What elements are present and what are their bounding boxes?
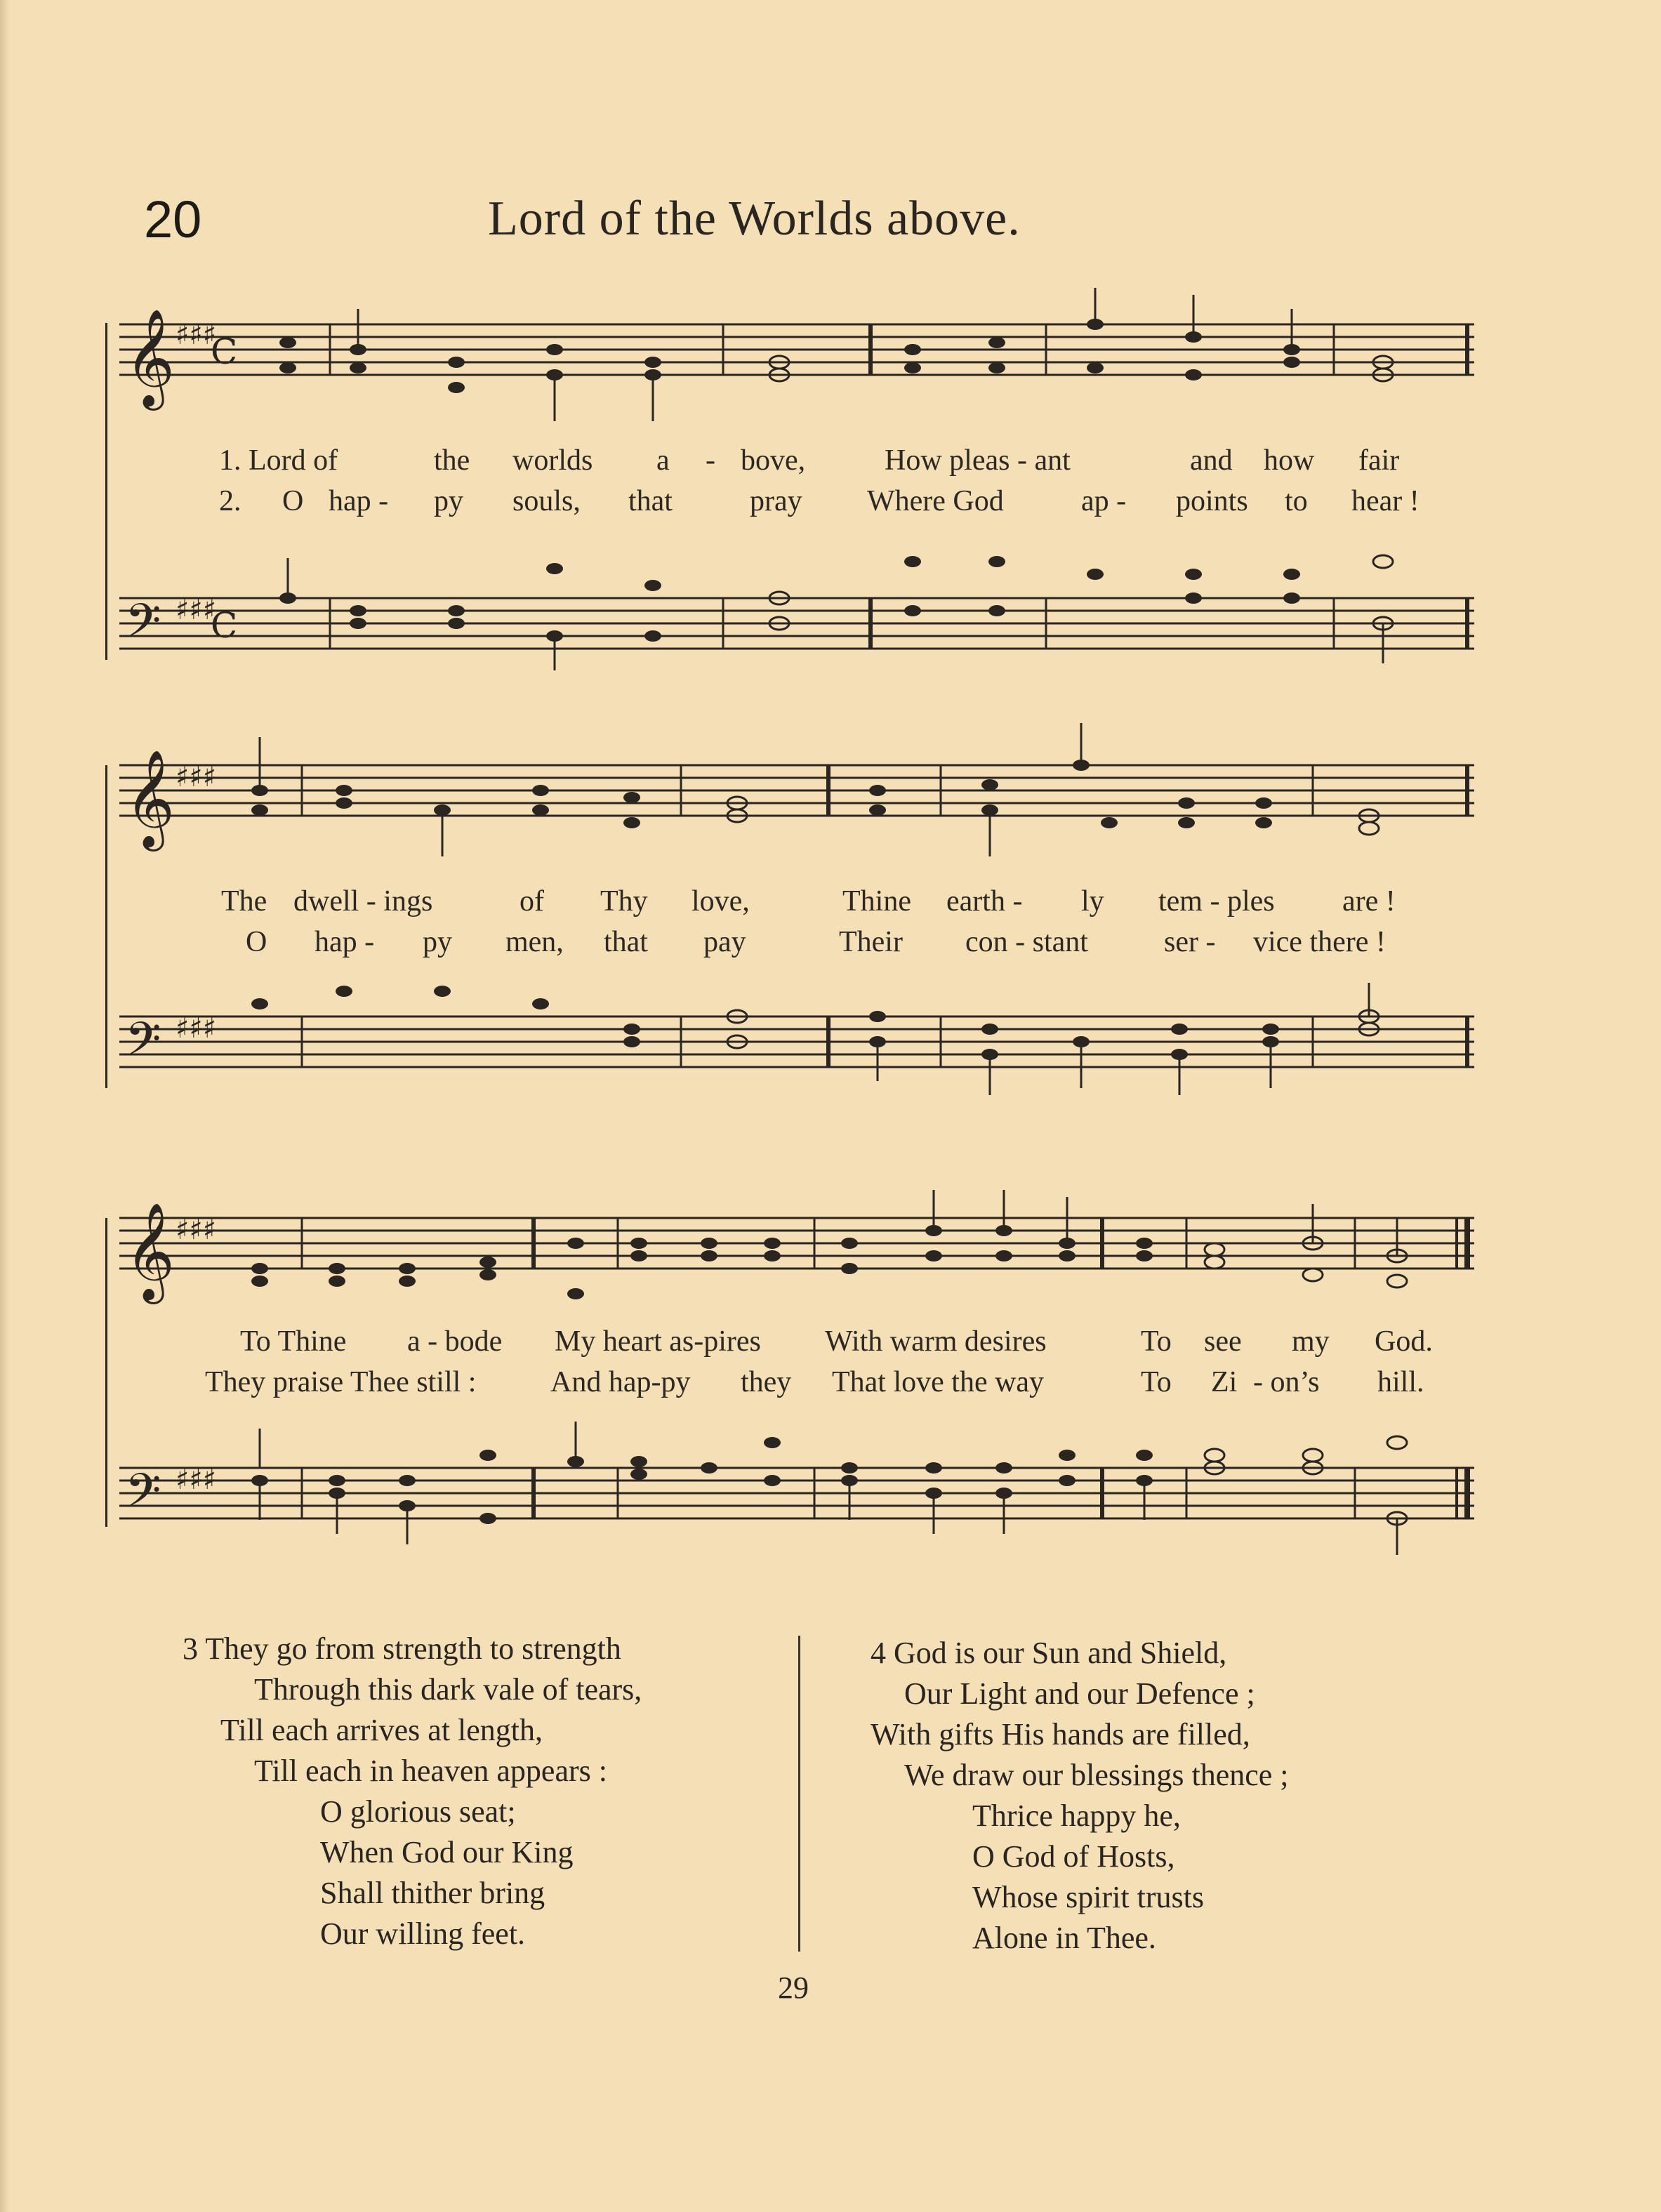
lyric-syllable: They praise Thee still :: [205, 1366, 477, 1398]
svg-text:C: C: [211, 605, 238, 646]
svg-text:𝄢: 𝄢: [125, 594, 161, 659]
lyric-syllable: -: [706, 444, 715, 477]
lyric-syllable: men,: [505, 926, 564, 958]
lyric-syllable: That love the way: [832, 1366, 1045, 1398]
verse-line: Till each in heaven appears :: [254, 1754, 607, 1788]
lyric-syllable: Zi: [1211, 1366, 1238, 1398]
verse-line: O glorious seat;: [320, 1794, 516, 1829]
hymn-number: 20: [144, 190, 202, 249]
lyric-syllable: a: [656, 444, 670, 477]
lyric-syllable: With warm desires: [825, 1325, 1047, 1358]
lyric-syllable: To: [1141, 1325, 1172, 1358]
page-number: 29: [778, 1971, 809, 2005]
lyric-syllable: py: [434, 485, 463, 517]
lyric-syllable: hap -: [315, 926, 375, 958]
verse-line: Our Light and our Defence ;: [904, 1676, 1255, 1711]
svg-text:♯♯♯: ♯♯♯: [176, 1464, 217, 1496]
lyric-line-verse-1: [105, 444, 1481, 483]
svg-text:𝄞: 𝄞: [125, 750, 175, 847]
verse-line: 4 God is our Sun and Shield,: [871, 1636, 1227, 1670]
music-system-3: [105, 1162, 1481, 1583]
svg-text:C: C: [211, 331, 238, 372]
verse-line: Alone in Thee.: [972, 1921, 1156, 1955]
lyric-syllable: My heart as-pires: [555, 1325, 761, 1358]
lyric-syllable: tem - ples: [1158, 885, 1275, 918]
lyric-syllable: to: [1285, 485, 1308, 517]
svg-text:𝄞: 𝄞: [125, 309, 175, 406]
hymn-title: Lord of the Worlds above.: [488, 192, 1021, 246]
music-system-1: [105, 281, 1481, 674]
lyric-syllable: my: [1292, 1325, 1330, 1358]
svg-text:𝄞: 𝄞: [125, 1203, 175, 1300]
additional-verses: [183, 1629, 1446, 1966]
lyric-line-verse-1: [105, 1325, 1481, 1364]
lyric-syllable: vice there !: [1253, 926, 1386, 958]
lyric-syllable: ly: [1081, 885, 1104, 918]
lyric-syllable: And hap-py: [550, 1366, 691, 1398]
lyric-syllable: O: [282, 485, 304, 517]
lyric-syllable: Thine: [842, 885, 911, 918]
lyric-syllable: worlds: [512, 444, 593, 477]
verse-line: Till each arrives at length,: [220, 1713, 543, 1747]
lyric-syllable: The: [221, 885, 267, 918]
lyric-syllable: that: [628, 485, 673, 517]
lyric-syllable: ap -: [1081, 485, 1127, 517]
verse-line: With gifts His hands are filled,: [871, 1717, 1250, 1751]
verse-divider: [798, 1636, 800, 1952]
music-system-2: [105, 723, 1481, 1116]
lyric-syllable: Where God: [867, 485, 1004, 517]
page-edge: [0, 0, 10, 2212]
lyric-syllable: see: [1204, 1325, 1242, 1358]
verse-line: Thrice happy he,: [972, 1799, 1181, 1833]
verse-line: 3 They go from strength to strength: [183, 1631, 621, 1666]
lyric-line-verse-2: [105, 925, 1481, 965]
svg-text:𝄢: 𝄢: [125, 1464, 161, 1529]
lyric-syllable: fair: [1358, 444, 1400, 477]
lyric-syllable: hear !: [1351, 485, 1420, 517]
lyric-syllable: God.: [1375, 1325, 1433, 1358]
svg-text:𝄢: 𝄢: [125, 1012, 161, 1078]
lyric-syllable: love,: [691, 885, 750, 918]
lyric-syllable: - on’s: [1253, 1366, 1320, 1398]
verse-line: Our willing feet.: [320, 1916, 526, 1951]
lyric-syllable: bove,: [741, 444, 806, 477]
lyric-syllable: ser -: [1164, 926, 1216, 958]
svg-text:♯♯♯: ♯♯♯: [176, 1214, 217, 1246]
lyric-syllable: pay: [703, 926, 746, 958]
svg-text:♯♯♯: ♯♯♯: [176, 1012, 217, 1045]
verse-line: We draw our blessings thence ;: [904, 1758, 1289, 1792]
lyric-syllable: and: [1190, 444, 1233, 477]
lyric-syllable: con - stant: [965, 926, 1088, 958]
svg-text:♯♯♯: ♯♯♯: [176, 761, 217, 793]
lyric-syllable: a - bode: [407, 1325, 503, 1358]
lyric-syllable: Thy: [600, 885, 648, 918]
lyric-syllable: py: [423, 926, 452, 958]
lyric-syllable: points: [1176, 485, 1248, 517]
verse-line: O God of Hosts,: [972, 1839, 1175, 1874]
lyric-syllable: how: [1264, 444, 1315, 477]
lyric-syllable: that: [604, 926, 648, 958]
lyric-syllable: of: [520, 885, 544, 918]
verse-line: Whose spirit trusts: [972, 1880, 1204, 1914]
lyric-syllable: souls,: [512, 485, 581, 517]
lyric-syllable: To: [1141, 1366, 1172, 1398]
lyric-syllable: hap -: [329, 485, 389, 517]
lyric-syllable: To Thine: [240, 1325, 347, 1358]
svg-text:♯♯♯: ♯♯♯: [176, 319, 217, 351]
lyric-syllable: 2.: [219, 485, 241, 517]
lyric-syllable: 1. Lord of: [219, 444, 338, 477]
lyric-syllable: are !: [1342, 885, 1396, 918]
lyric-line-verse-2: [105, 1365, 1481, 1405]
lyric-syllable: O: [246, 926, 267, 958]
lyric-syllable: Their: [839, 926, 903, 958]
lyric-syllable: pray: [750, 485, 802, 517]
lyric-syllable: they: [741, 1366, 792, 1398]
verse-line: When God our King: [320, 1835, 574, 1869]
lyric-syllable: the: [434, 444, 470, 477]
lyric-syllable: dwell - ings: [293, 885, 433, 918]
verse-line: Through this dark vale of tears,: [254, 1672, 642, 1707]
lyric-syllable: How pleas - ant: [885, 444, 1071, 477]
lyric-syllable: hill.: [1377, 1366, 1424, 1398]
lyric-line-verse-2: [105, 484, 1481, 524]
lyric-line-verse-1: [105, 885, 1481, 924]
svg-text:♯♯♯: ♯♯♯: [176, 594, 217, 626]
lyric-syllable: earth -: [946, 885, 1023, 918]
verse-line: Shall thither bring: [320, 1876, 545, 1910]
